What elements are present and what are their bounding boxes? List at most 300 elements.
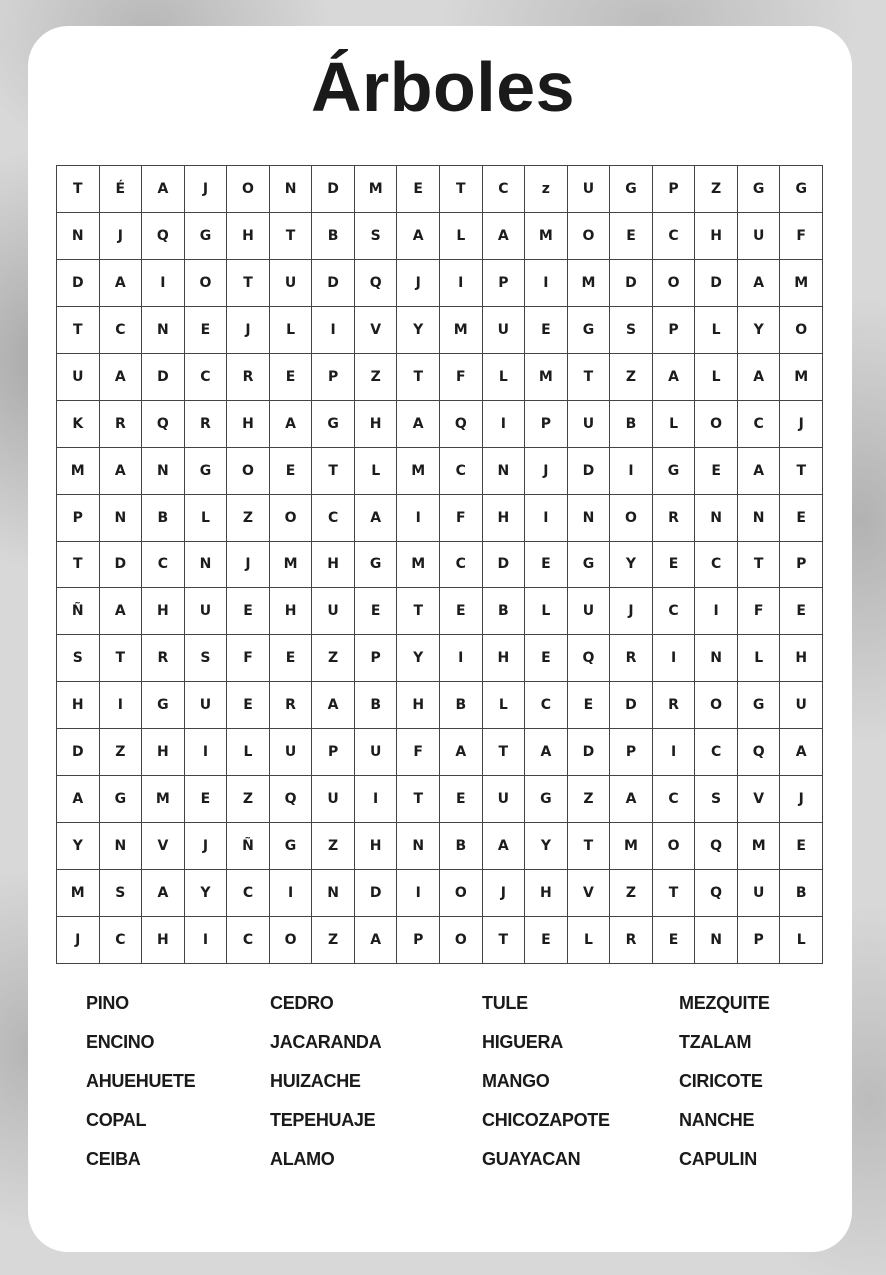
grid-cell[interactable]: H: [142, 729, 185, 776]
grid-cell[interactable]: U: [355, 729, 398, 776]
grid-cell[interactable]: N: [142, 448, 185, 495]
grid-cell[interactable]: H: [355, 401, 398, 448]
grid-cell[interactable]: J: [227, 542, 270, 589]
grid-cell[interactable]: E: [440, 588, 483, 635]
grid-cell[interactable]: G: [653, 448, 696, 495]
grid-cell[interactable]: O: [227, 448, 270, 495]
grid-cell[interactable]: A: [780, 729, 823, 776]
grid-cell[interactable]: U: [568, 401, 611, 448]
grid-cell[interactable]: P: [610, 729, 653, 776]
grid-cell[interactable]: S: [610, 307, 653, 354]
grid-cell[interactable]: T: [483, 729, 526, 776]
grid-cell[interactable]: F: [780, 213, 823, 260]
grid-cell[interactable]: S: [355, 213, 398, 260]
grid-cell[interactable]: C: [695, 542, 738, 589]
grid-cell[interactable]: A: [142, 166, 185, 213]
grid-cell[interactable]: E: [695, 448, 738, 495]
grid-cell[interactable]: C: [483, 166, 526, 213]
grid-cell[interactable]: G: [312, 401, 355, 448]
grid-cell[interactable]: M: [440, 307, 483, 354]
grid-cell[interactable]: O: [185, 260, 228, 307]
grid-cell[interactable]: Q: [142, 213, 185, 260]
grid-cell[interactable]: L: [483, 354, 526, 401]
grid-cell[interactable]: C: [653, 776, 696, 823]
grid-cell[interactable]: A: [653, 354, 696, 401]
grid-cell[interactable]: U: [780, 682, 823, 729]
grid-cell[interactable]: A: [355, 917, 398, 964]
grid-cell[interactable]: E: [355, 588, 398, 635]
grid-cell[interactable]: I: [397, 870, 440, 917]
grid-cell[interactable]: H: [483, 495, 526, 542]
grid-cell[interactable]: A: [738, 354, 781, 401]
grid-cell[interactable]: D: [610, 682, 653, 729]
grid-cell[interactable]: Y: [397, 307, 440, 354]
grid-cell[interactable]: Z: [227, 776, 270, 823]
grid-cell[interactable]: O: [270, 495, 313, 542]
grid-cell[interactable]: I: [440, 635, 483, 682]
grid-cell[interactable]: J: [100, 213, 143, 260]
grid-cell[interactable]: H: [312, 542, 355, 589]
grid-cell[interactable]: L: [270, 307, 313, 354]
grid-cell[interactable]: E: [780, 588, 823, 635]
grid-cell[interactable]: M: [780, 260, 823, 307]
grid-cell[interactable]: R: [270, 682, 313, 729]
grid-cell[interactable]: O: [695, 682, 738, 729]
grid-cell[interactable]: H: [270, 588, 313, 635]
grid-cell[interactable]: E: [270, 635, 313, 682]
grid-cell[interactable]: T: [568, 823, 611, 870]
grid-cell[interactable]: U: [483, 776, 526, 823]
grid-cell[interactable]: T: [568, 354, 611, 401]
grid-cell[interactable]: M: [525, 354, 568, 401]
grid-cell[interactable]: P: [57, 495, 100, 542]
grid-cell[interactable]: M: [525, 213, 568, 260]
grid-cell[interactable]: J: [227, 307, 270, 354]
grid-cell[interactable]: A: [142, 870, 185, 917]
grid-cell[interactable]: Z: [610, 354, 653, 401]
grid-cell[interactable]: N: [483, 448, 526, 495]
grid-cell[interactable]: A: [738, 448, 781, 495]
grid-cell[interactable]: V: [738, 776, 781, 823]
grid-cell[interactable]: U: [185, 682, 228, 729]
grid-cell[interactable]: E: [780, 823, 823, 870]
grid-cell[interactable]: L: [355, 448, 398, 495]
grid-cell[interactable]: T: [100, 635, 143, 682]
grid-cell[interactable]: C: [440, 448, 483, 495]
grid-cell[interactable]: R: [227, 354, 270, 401]
grid-cell[interactable]: J: [525, 448, 568, 495]
grid-cell[interactable]: S: [100, 870, 143, 917]
grid-cell[interactable]: Y: [185, 870, 228, 917]
grid-cell[interactable]: N: [312, 870, 355, 917]
grid-cell[interactable]: A: [525, 729, 568, 776]
grid-cell[interactable]: E: [610, 213, 653, 260]
grid-cell[interactable]: Q: [270, 776, 313, 823]
grid-cell[interactable]: U: [738, 870, 781, 917]
grid-cell[interactable]: G: [780, 166, 823, 213]
grid-cell[interactable]: C: [100, 307, 143, 354]
grid-cell[interactable]: C: [185, 354, 228, 401]
grid-cell[interactable]: H: [142, 588, 185, 635]
grid-cell[interactable]: Q: [568, 635, 611, 682]
grid-cell[interactable]: G: [270, 823, 313, 870]
grid-cell[interactable]: N: [397, 823, 440, 870]
grid-cell[interactable]: Z: [610, 870, 653, 917]
grid-cell[interactable]: E: [780, 495, 823, 542]
grid-cell[interactable]: N: [100, 823, 143, 870]
grid-cell[interactable]: M: [610, 823, 653, 870]
grid-cell[interactable]: V: [355, 307, 398, 354]
grid-cell[interactable]: I: [440, 260, 483, 307]
grid-cell[interactable]: L: [185, 495, 228, 542]
grid-cell[interactable]: z: [525, 166, 568, 213]
grid-cell[interactable]: T: [397, 354, 440, 401]
grid-cell[interactable]: C: [525, 682, 568, 729]
grid-cell[interactable]: J: [483, 870, 526, 917]
grid-cell[interactable]: L: [695, 354, 738, 401]
grid-cell[interactable]: I: [483, 401, 526, 448]
grid-cell[interactable]: Z: [100, 729, 143, 776]
grid-cell[interactable]: T: [397, 776, 440, 823]
grid-cell[interactable]: J: [57, 917, 100, 964]
grid-cell[interactable]: G: [610, 166, 653, 213]
grid-cell[interactable]: I: [525, 260, 568, 307]
grid-cell[interactable]: F: [440, 495, 483, 542]
grid-cell[interactable]: A: [312, 682, 355, 729]
grid-cell[interactable]: H: [397, 682, 440, 729]
grid-cell[interactable]: F: [440, 354, 483, 401]
grid-cell[interactable]: R: [653, 682, 696, 729]
grid-cell[interactable]: R: [610, 917, 653, 964]
grid-cell[interactable]: E: [227, 682, 270, 729]
grid-cell[interactable]: D: [57, 729, 100, 776]
grid-cell[interactable]: Y: [610, 542, 653, 589]
grid-cell[interactable]: H: [227, 213, 270, 260]
grid-cell[interactable]: N: [568, 495, 611, 542]
grid-cell[interactable]: Y: [525, 823, 568, 870]
grid-cell[interactable]: M: [355, 166, 398, 213]
grid-cell[interactable]: I: [695, 588, 738, 635]
grid-cell[interactable]: M: [57, 870, 100, 917]
grid-cell[interactable]: P: [525, 401, 568, 448]
grid-cell[interactable]: N: [142, 307, 185, 354]
grid-cell[interactable]: A: [270, 401, 313, 448]
grid-cell[interactable]: L: [568, 917, 611, 964]
grid-cell[interactable]: L: [483, 682, 526, 729]
grid-cell[interactable]: G: [185, 213, 228, 260]
grid-cell[interactable]: Y: [57, 823, 100, 870]
grid-cell[interactable]: V: [568, 870, 611, 917]
grid-cell[interactable]: Z: [695, 166, 738, 213]
grid-cell[interactable]: O: [653, 260, 696, 307]
grid-cell[interactable]: H: [57, 682, 100, 729]
grid-cell[interactable]: P: [653, 307, 696, 354]
grid-cell[interactable]: I: [100, 682, 143, 729]
grid-cell[interactable]: L: [738, 635, 781, 682]
grid-cell[interactable]: B: [440, 682, 483, 729]
grid-cell[interactable]: T: [227, 260, 270, 307]
grid-cell[interactable]: A: [440, 729, 483, 776]
grid-cell[interactable]: E: [525, 542, 568, 589]
grid-cell[interactable]: A: [397, 213, 440, 260]
grid-cell[interactable]: E: [227, 588, 270, 635]
grid-cell[interactable]: H: [483, 635, 526, 682]
grid-cell[interactable]: A: [100, 260, 143, 307]
grid-cell[interactable]: A: [355, 495, 398, 542]
grid-cell[interactable]: I: [653, 729, 696, 776]
grid-cell[interactable]: T: [57, 166, 100, 213]
grid-cell[interactable]: O: [780, 307, 823, 354]
grid-cell[interactable]: S: [57, 635, 100, 682]
grid-cell[interactable]: L: [653, 401, 696, 448]
grid-cell[interactable]: Z: [227, 495, 270, 542]
grid-cell[interactable]: E: [397, 166, 440, 213]
grid-cell[interactable]: M: [568, 260, 611, 307]
grid-cell[interactable]: O: [440, 870, 483, 917]
grid-cell[interactable]: A: [610, 776, 653, 823]
grid-cell[interactable]: A: [57, 776, 100, 823]
grid-cell[interactable]: I: [185, 729, 228, 776]
grid-cell[interactable]: L: [695, 307, 738, 354]
grid-cell[interactable]: O: [610, 495, 653, 542]
grid-cell[interactable]: C: [653, 213, 696, 260]
grid-cell[interactable]: M: [397, 448, 440, 495]
grid-cell[interactable]: T: [653, 870, 696, 917]
grid-cell[interactable]: U: [270, 260, 313, 307]
grid-cell[interactable]: P: [653, 166, 696, 213]
grid-cell[interactable]: H: [695, 213, 738, 260]
grid-cell[interactable]: Q: [738, 729, 781, 776]
grid-cell[interactable]: E: [270, 354, 313, 401]
grid-cell[interactable]: A: [100, 588, 143, 635]
grid-cell[interactable]: E: [440, 776, 483, 823]
grid-cell[interactable]: M: [780, 354, 823, 401]
grid-cell[interactable]: C: [227, 917, 270, 964]
grid-cell[interactable]: N: [270, 166, 313, 213]
grid-cell[interactable]: M: [142, 776, 185, 823]
grid-cell[interactable]: C: [440, 542, 483, 589]
grid-cell[interactable]: N: [695, 635, 738, 682]
grid-cell[interactable]: P: [780, 542, 823, 589]
grid-cell[interactable]: H: [355, 823, 398, 870]
grid-cell[interactable]: Z: [312, 823, 355, 870]
grid-cell[interactable]: D: [142, 354, 185, 401]
grid-cell[interactable]: T: [397, 588, 440, 635]
grid-cell[interactable]: I: [270, 870, 313, 917]
grid-cell[interactable]: P: [355, 635, 398, 682]
grid-cell[interactable]: T: [780, 448, 823, 495]
grid-cell[interactable]: G: [355, 542, 398, 589]
grid-cell[interactable]: G: [568, 307, 611, 354]
grid-cell[interactable]: A: [483, 213, 526, 260]
grid-cell[interactable]: A: [738, 260, 781, 307]
grid-cell[interactable]: U: [568, 588, 611, 635]
grid-cell[interactable]: H: [142, 917, 185, 964]
grid-cell[interactable]: G: [738, 682, 781, 729]
grid-cell[interactable]: R: [610, 635, 653, 682]
grid-cell[interactable]: R: [100, 401, 143, 448]
grid-cell[interactable]: I: [142, 260, 185, 307]
grid-cell[interactable]: N: [695, 495, 738, 542]
grid-cell[interactable]: M: [270, 542, 313, 589]
grid-cell[interactable]: Q: [440, 401, 483, 448]
grid-cell[interactable]: T: [57, 307, 100, 354]
grid-cell[interactable]: C: [312, 495, 355, 542]
grid-cell[interactable]: J: [780, 401, 823, 448]
grid-cell[interactable]: E: [525, 917, 568, 964]
grid-cell[interactable]: Q: [142, 401, 185, 448]
grid-cell[interactable]: Ñ: [227, 823, 270, 870]
grid-cell[interactable]: C: [100, 917, 143, 964]
grid-cell[interactable]: F: [227, 635, 270, 682]
grid-cell[interactable]: G: [185, 448, 228, 495]
grid-cell[interactable]: F: [397, 729, 440, 776]
grid-cell[interactable]: E: [185, 307, 228, 354]
grid-cell[interactable]: L: [780, 917, 823, 964]
grid-cell[interactable]: J: [185, 823, 228, 870]
grid-cell[interactable]: O: [440, 917, 483, 964]
grid-cell[interactable]: G: [568, 542, 611, 589]
grid-cell[interactable]: U: [185, 588, 228, 635]
grid-cell[interactable]: Ñ: [57, 588, 100, 635]
grid-cell[interactable]: T: [440, 166, 483, 213]
grid-cell[interactable]: M: [397, 542, 440, 589]
grid-cell[interactable]: L: [525, 588, 568, 635]
grid-cell[interactable]: M: [738, 823, 781, 870]
grid-cell[interactable]: U: [568, 166, 611, 213]
grid-cell[interactable]: A: [100, 448, 143, 495]
grid-cell[interactable]: U: [57, 354, 100, 401]
grid-cell[interactable]: O: [270, 917, 313, 964]
grid-cell[interactable]: D: [483, 542, 526, 589]
grid-cell[interactable]: G: [738, 166, 781, 213]
grid-cell[interactable]: A: [483, 823, 526, 870]
grid-cell[interactable]: B: [312, 213, 355, 260]
grid-cell[interactable]: N: [100, 495, 143, 542]
grid-cell[interactable]: C: [227, 870, 270, 917]
grid-cell[interactable]: A: [397, 401, 440, 448]
grid-cell[interactable]: N: [738, 495, 781, 542]
grid-cell[interactable]: N: [185, 542, 228, 589]
grid-cell[interactable]: Z: [355, 354, 398, 401]
grid-cell[interactable]: P: [738, 917, 781, 964]
grid-cell[interactable]: U: [312, 776, 355, 823]
grid-cell[interactable]: D: [568, 448, 611, 495]
grid-cell[interactable]: D: [695, 260, 738, 307]
grid-cell[interactable]: O: [227, 166, 270, 213]
grid-cell[interactable]: E: [653, 917, 696, 964]
grid-cell[interactable]: I: [525, 495, 568, 542]
grid-cell[interactable]: J: [397, 260, 440, 307]
grid-cell[interactable]: J: [780, 776, 823, 823]
grid-cell[interactable]: U: [738, 213, 781, 260]
grid-cell[interactable]: M: [57, 448, 100, 495]
grid-cell[interactable]: R: [185, 401, 228, 448]
grid-cell[interactable]: É: [100, 166, 143, 213]
grid-cell[interactable]: C: [142, 542, 185, 589]
grid-cell[interactable]: Z: [312, 635, 355, 682]
grid-cell[interactable]: T: [57, 542, 100, 589]
grid-cell[interactable]: B: [440, 823, 483, 870]
grid-cell[interactable]: D: [100, 542, 143, 589]
grid-cell[interactable]: E: [185, 776, 228, 823]
grid-cell[interactable]: G: [142, 682, 185, 729]
grid-cell[interactable]: C: [695, 729, 738, 776]
grid-cell[interactable]: Q: [695, 823, 738, 870]
grid-cell[interactable]: U: [270, 729, 313, 776]
grid-cell[interactable]: Y: [738, 307, 781, 354]
grid-cell[interactable]: I: [185, 917, 228, 964]
grid-cell[interactable]: D: [312, 260, 355, 307]
grid-cell[interactable]: D: [57, 260, 100, 307]
grid-cell[interactable]: Z: [568, 776, 611, 823]
grid-cell[interactable]: R: [142, 635, 185, 682]
grid-cell[interactable]: U: [483, 307, 526, 354]
grid-cell[interactable]: L: [227, 729, 270, 776]
grid-cell[interactable]: I: [397, 495, 440, 542]
grid-cell[interactable]: I: [355, 776, 398, 823]
grid-cell[interactable]: T: [738, 542, 781, 589]
grid-cell[interactable]: C: [653, 588, 696, 635]
grid-cell[interactable]: K: [57, 401, 100, 448]
grid-cell[interactable]: V: [142, 823, 185, 870]
grid-cell[interactable]: Q: [695, 870, 738, 917]
grid-cell[interactable]: P: [483, 260, 526, 307]
grid-cell[interactable]: A: [100, 354, 143, 401]
grid-cell[interactable]: T: [312, 448, 355, 495]
grid-cell[interactable]: G: [100, 776, 143, 823]
grid-cell[interactable]: D: [568, 729, 611, 776]
grid-cell[interactable]: I: [312, 307, 355, 354]
grid-cell[interactable]: Q: [355, 260, 398, 307]
grid-cell[interactable]: Z: [312, 917, 355, 964]
grid-cell[interactable]: N: [695, 917, 738, 964]
grid-cell[interactable]: B: [483, 588, 526, 635]
grid-cell[interactable]: H: [525, 870, 568, 917]
grid-cell[interactable]: O: [568, 213, 611, 260]
grid-cell[interactable]: Y: [397, 635, 440, 682]
grid-cell[interactable]: P: [312, 729, 355, 776]
grid-cell[interactable]: H: [780, 635, 823, 682]
grid-cell[interactable]: D: [610, 260, 653, 307]
grid-cell[interactable]: L: [440, 213, 483, 260]
grid-cell[interactable]: B: [142, 495, 185, 542]
grid-cell[interactable]: G: [525, 776, 568, 823]
grid-cell[interactable]: N: [57, 213, 100, 260]
grid-cell[interactable]: P: [312, 354, 355, 401]
grid-cell[interactable]: E: [525, 307, 568, 354]
grid-cell[interactable]: H: [227, 401, 270, 448]
grid-cell[interactable]: R: [653, 495, 696, 542]
grid-cell[interactable]: B: [780, 870, 823, 917]
grid-cell[interactable]: J: [185, 166, 228, 213]
grid-cell[interactable]: C: [738, 401, 781, 448]
grid-cell[interactable]: B: [355, 682, 398, 729]
grid-cell[interactable]: D: [355, 870, 398, 917]
grid-cell[interactable]: I: [610, 448, 653, 495]
grid-cell[interactable]: D: [312, 166, 355, 213]
grid-cell[interactable]: B: [610, 401, 653, 448]
grid-cell[interactable]: J: [610, 588, 653, 635]
grid-cell[interactable]: O: [653, 823, 696, 870]
grid-cell[interactable]: F: [738, 588, 781, 635]
grid-cell[interactable]: T: [270, 213, 313, 260]
grid-cell[interactable]: S: [695, 776, 738, 823]
grid-cell[interactable]: O: [695, 401, 738, 448]
grid-cell[interactable]: T: [483, 917, 526, 964]
grid-cell[interactable]: P: [397, 917, 440, 964]
grid-cell[interactable]: E: [270, 448, 313, 495]
